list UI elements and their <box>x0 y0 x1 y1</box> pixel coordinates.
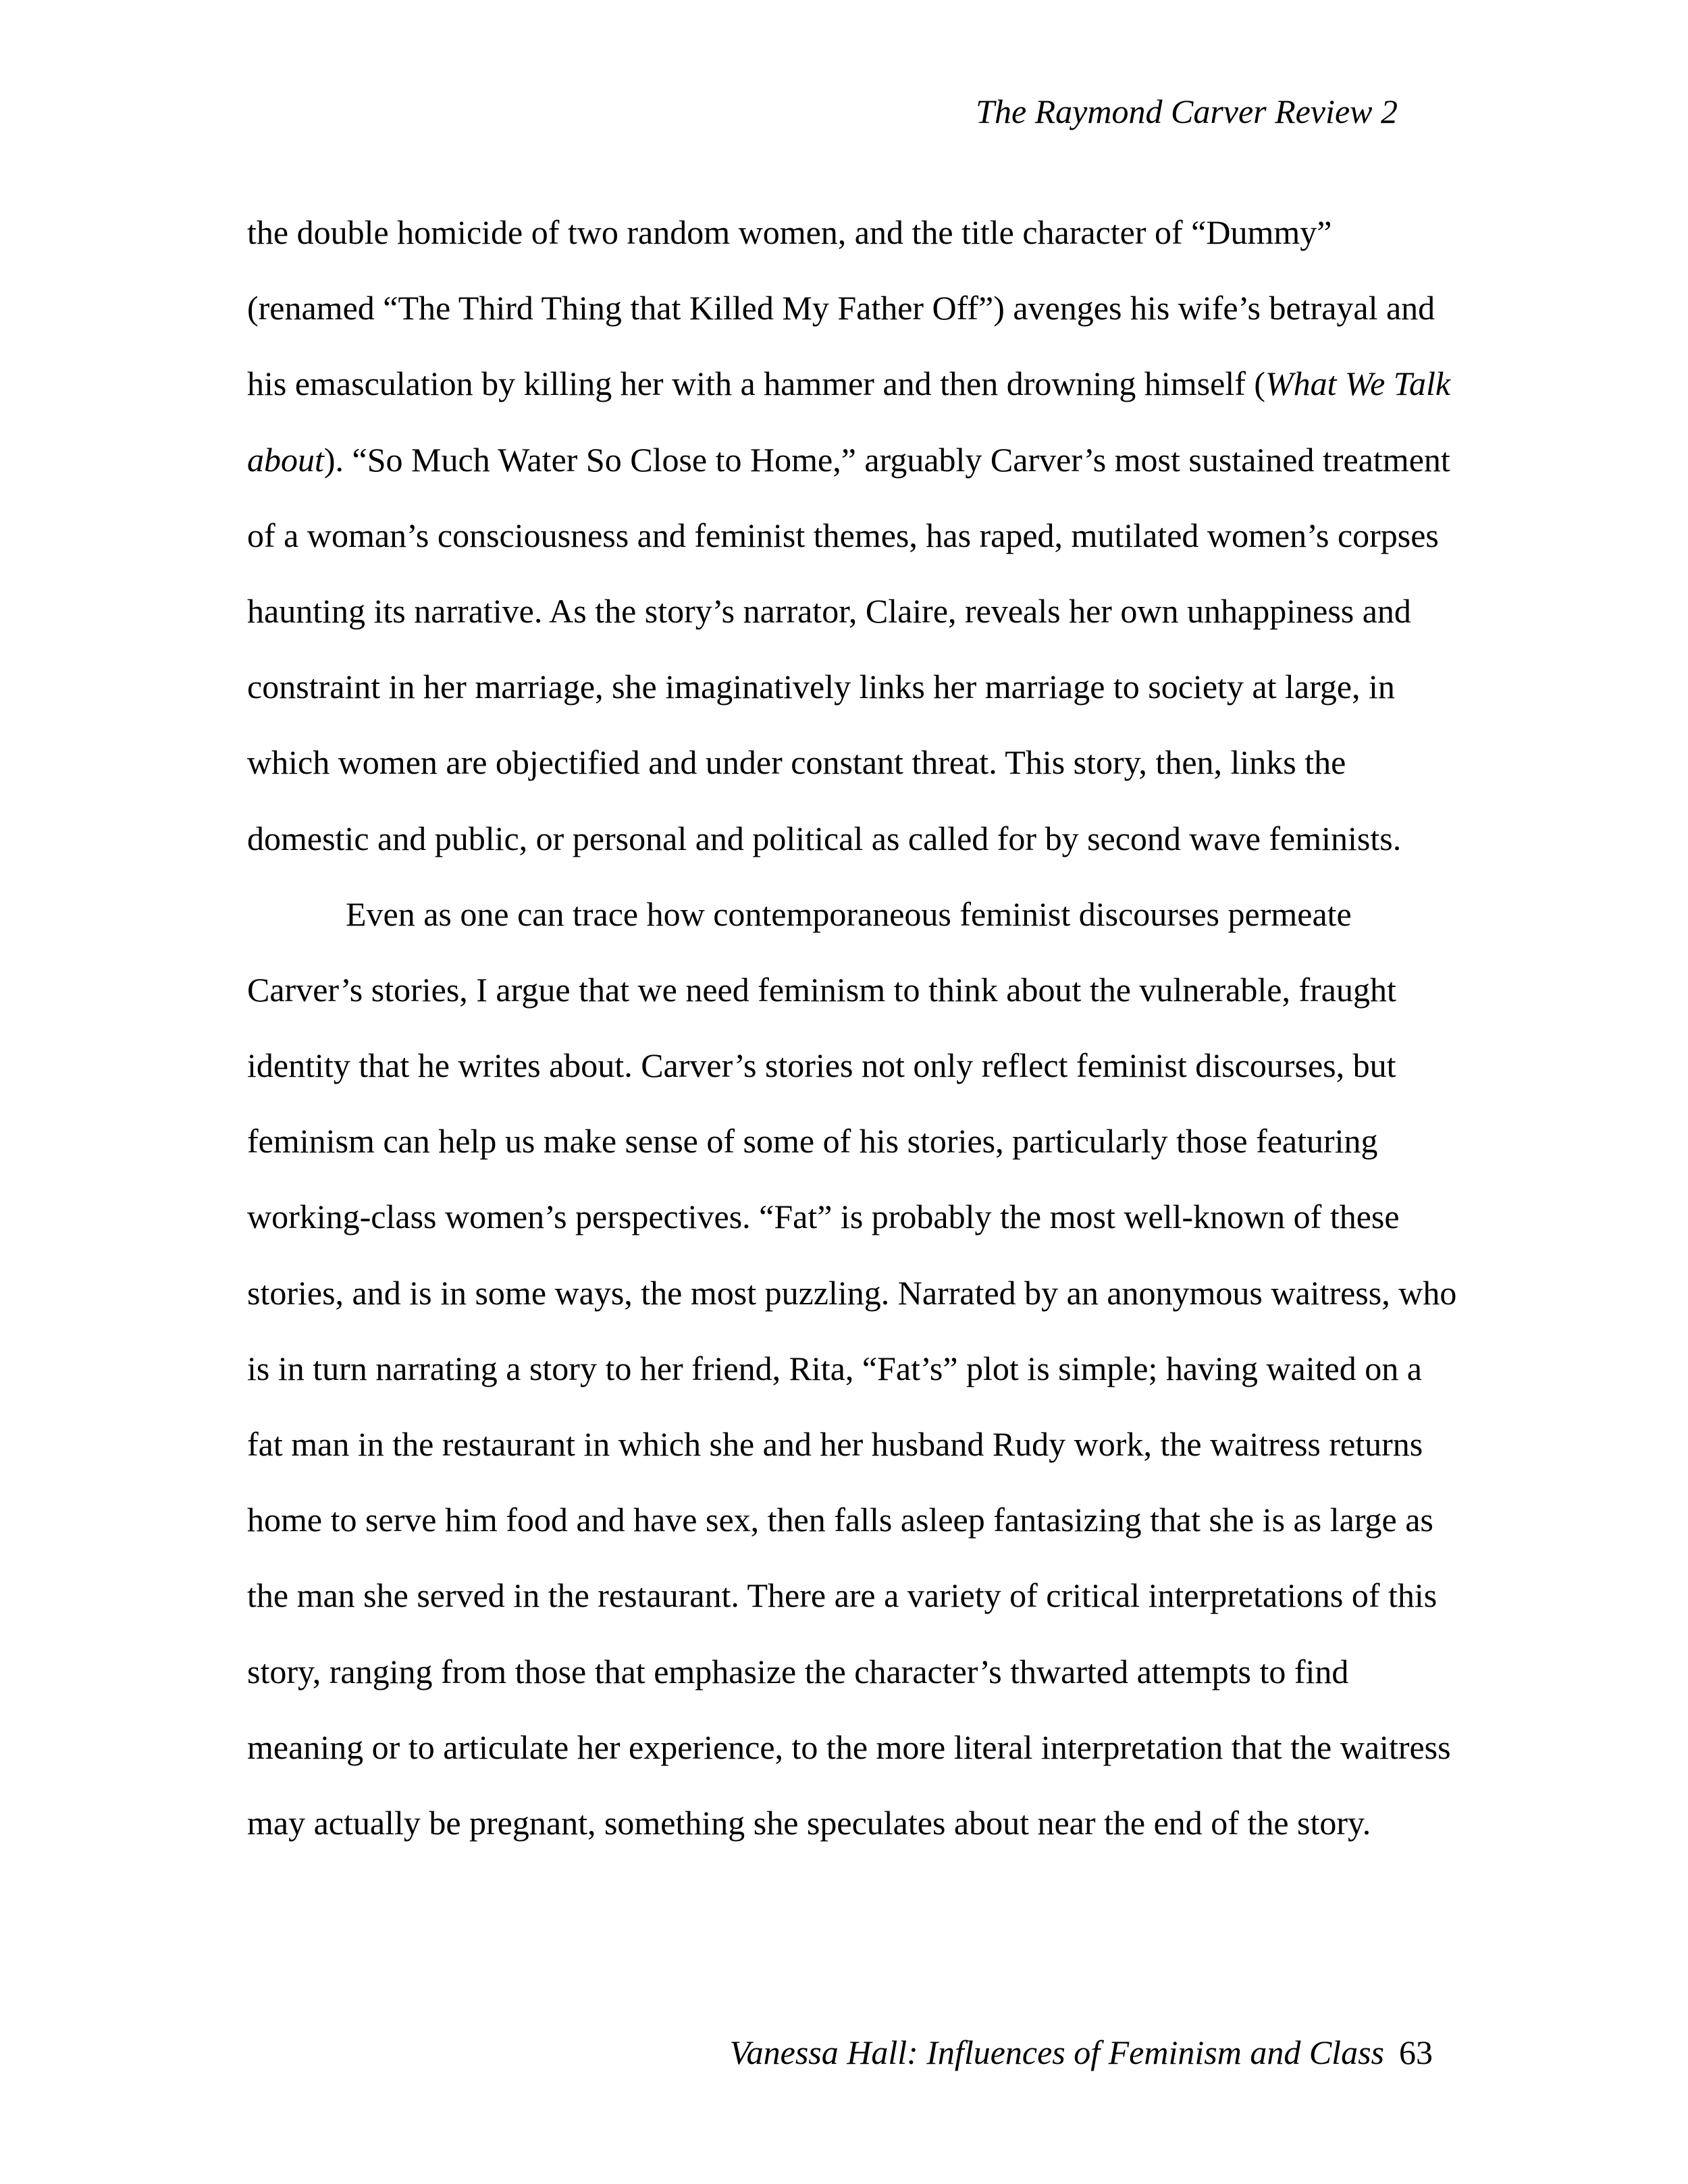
text-line: home to serve him food and have sex, then falls asleep fantasizing that she is as large as <box>247 1501 1433 1539</box>
text-line: the man she served in the restaurant. There are a variety of critical interpretations of this <box>247 1576 1438 1615</box>
text-line: stories, and is in some ways, the most puzzling. Narrated by an anonymous waitress, who <box>247 1273 1457 1312</box>
text-line: constraint in her marriage, she imaginatively links her marriage to society at large, in <box>247 668 1395 706</box>
text-line: may actually be pregnant, something she speculates about near the end of the story. <box>247 1803 1371 1842</box>
text-line: feminism can help us make sense of some of his stories, particularly those featuring <box>247 1122 1378 1161</box>
italic-title: What We Talk <box>1265 365 1451 403</box>
text-line-segment: ). “So Much Water So Close to Home,” arguably Carver’s most sustained treatment <box>323 440 1450 479</box>
text-line: Carver’s stories, I argue that we need feminism to think about the vulnerable, fraught <box>247 970 1396 1009</box>
paragraph-first-line: Even as one can trace how contemporaneous feminist discourses permeate <box>346 895 1352 933</box>
text-line: fat man in the restaurant in which she and her husband Rudy work, the waitress returns <box>247 1425 1423 1463</box>
text-line: identity that he writes about. Carver’s stories not only reflect feminist discourses, but <box>247 1046 1396 1085</box>
text-line: haunting its narrative. As the story’s narrator, Claire, reveals her own unhappiness and <box>247 591 1411 630</box>
footer-article-title: Vanessa Hall: Influences of Feminism and Class <box>729 2033 1384 2071</box>
italic-title: about <box>247 440 324 479</box>
text-line-segment: his emasculation by killing her with a hammer and then drowning himself ( <box>247 365 1266 403</box>
text-line: of a woman’s consciousness and feminist themes, has raped, mutilated women’s corpses <box>247 516 1439 554</box>
text-line <box>247 346 1451 421</box>
text-line: is in turn narrating a story to her friend, Rita, “Fat’s” plot is simple; having waited on a <box>247 1349 1422 1387</box>
text-line: (renamed “The Third Thing that Killed My Father Off”) avenges his wife’s betrayal and <box>247 289 1435 327</box>
text-line: which women are objectified and under constant threat. This story, then, links the <box>247 743 1346 782</box>
text-line <box>247 422 1450 498</box>
text-line: domestic and public, or personal and political as called for by second wave feminists. <box>247 819 1402 857</box>
page-footer <box>730 2035 1433 2069</box>
page-number: 63 <box>1399 2033 1433 2071</box>
text-line: meaning or to articulate her experience, to the more literal interpretation that the waitress <box>247 1728 1451 1766</box>
text-line: the double homicide of two random women, and the title character of “Dummy” <box>247 213 1332 251</box>
body-text <box>247 194 1457 1861</box>
text-line: working-class women’s perspectives. “Fat” is probably the most well-known of these <box>247 1198 1400 1236</box>
text-line: story, ranging from those that emphasize the character’s thwarted attempts to find <box>247 1652 1349 1690</box>
running-head: The Raymond Carver Review 2 <box>976 92 1398 130</box>
